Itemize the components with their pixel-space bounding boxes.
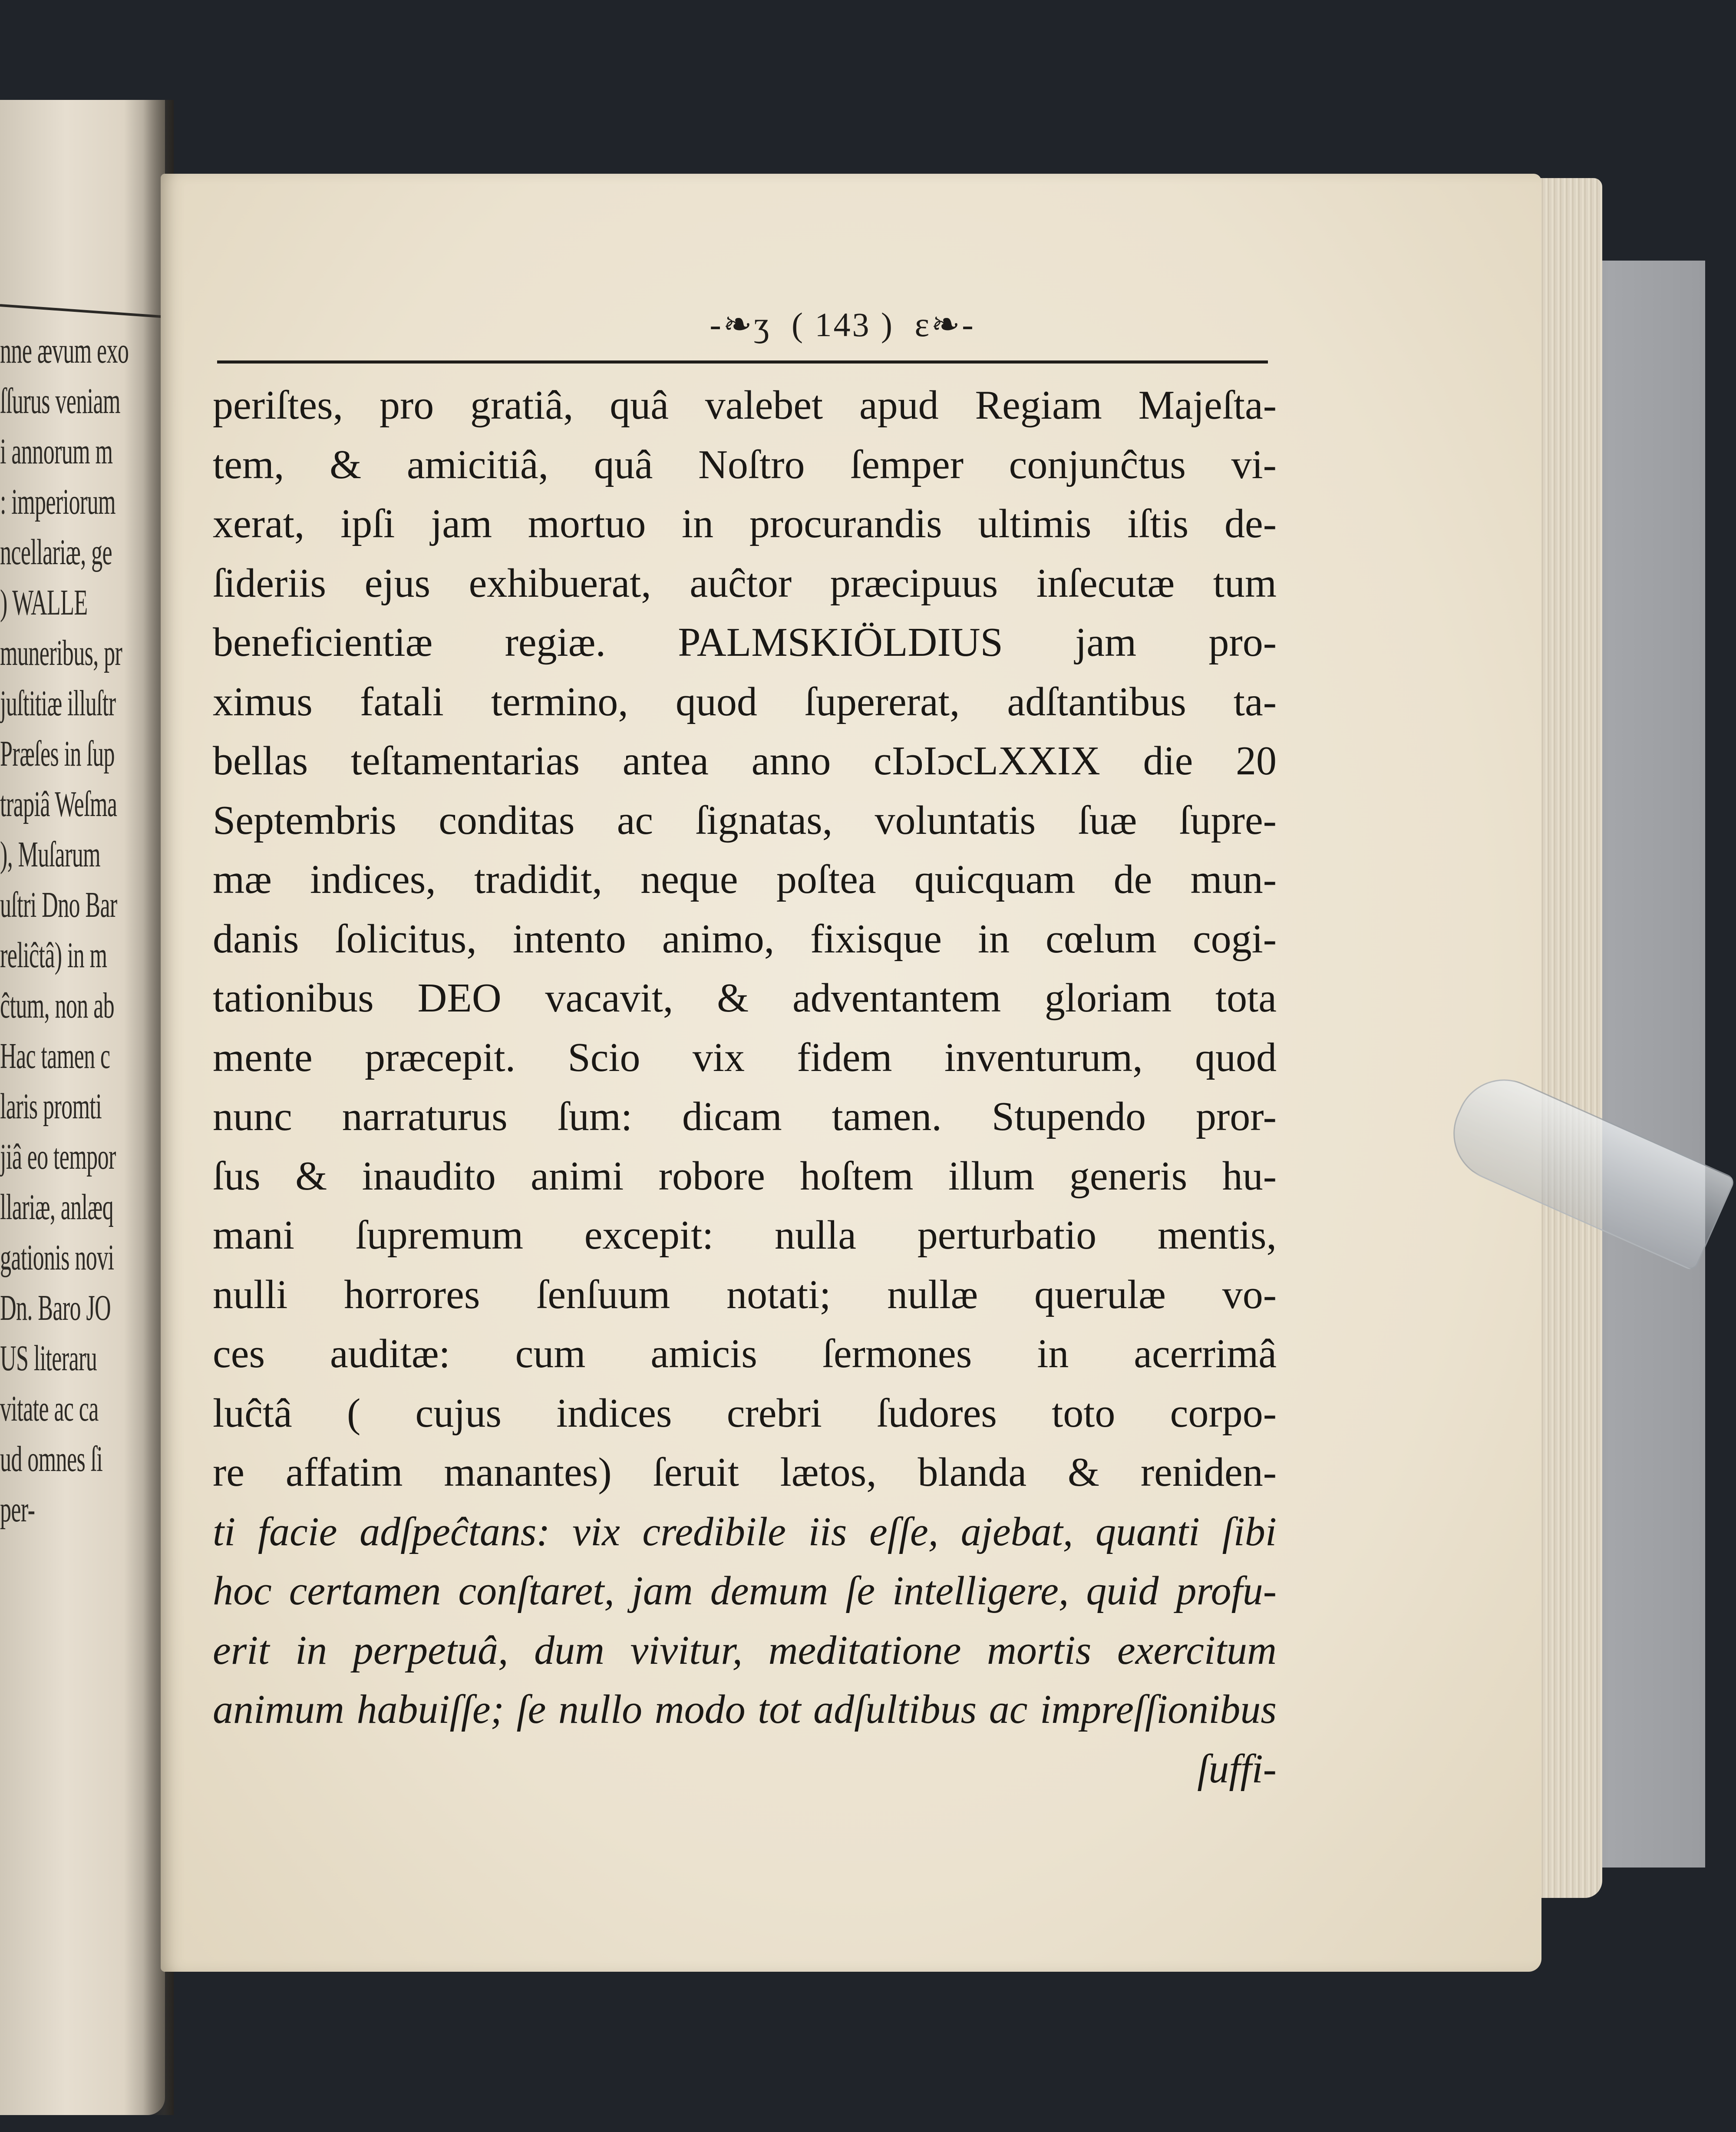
- text-line: periſtes, pro gratiâ, quâ valebet apud Regiam Majeſta-: [213, 383, 1277, 428]
- text-line: beneficientiæ regiæ. PALMSKIÖLDIUS jam pro-: [213, 620, 1277, 665]
- left-page-line: uſtri Dno Bar: [0, 885, 117, 925]
- left-page-line: muneribus, pr: [0, 633, 122, 673]
- left-page-line: ĉtum, non ab: [0, 985, 115, 1026]
- text-line: nulli horrores ſenſuum notati; nullæ querulæ vo-: [213, 1272, 1277, 1317]
- text-line: tationibus DEO vacavit, & adventantem gloriam tota: [213, 975, 1277, 1021]
- text-line: Septembris conditas ac ſignatas, voluntatis ſuæ ſupre-: [213, 797, 1277, 843]
- left-page-line: ) WALLE: [0, 582, 88, 623]
- left-page-line: vitate ac ca: [0, 1388, 99, 1429]
- left-page-line: laris promti: [0, 1086, 102, 1127]
- left-page-line: juſtitiæ illuſtr: [0, 683, 116, 724]
- left-page-text: [0, 326, 165, 1535]
- ornament-right-icon: ɛ❧-: [914, 306, 975, 344]
- left-facing-page: [0, 100, 165, 2115]
- left-page-line: ſſurus veniam: [0, 381, 120, 421]
- text-line: mente præcepit. Scio vix fidem inventurum, quod: [213, 1035, 1277, 1080]
- page-number: ( 143 ): [791, 306, 894, 344]
- text-line: ti facie adſpeĉtans: vix credibile iis eſſe, ajebat, quanti ſibi: [213, 1509, 1277, 1554]
- text-line: luĉtâ ( cujus indices crebri ſudores toto corpo-: [213, 1390, 1277, 1436]
- text-line: ces auditæ: cum amicis ſermones in acerrimâ: [213, 1331, 1277, 1376]
- text-line: re affatim manantes) ſeruit lætos, blanda & reniden-: [213, 1450, 1277, 1495]
- text-line: mæ indices, tradidit, neque poſtea quicquam de mun-: [213, 857, 1277, 902]
- ornament-left-icon: -❧ʒ: [710, 306, 771, 344]
- text-line: animum habuiſſe; ſe nullo modo tot adſultibus ac impreſſionibus: [213, 1687, 1277, 1732]
- running-head: [582, 304, 1103, 345]
- text-line: tem, & amicitiâ, quâ Noſtro ſemper conjunĉtus vi-: [213, 442, 1277, 487]
- text-line: mani ſupremum excepit: nulla perturbatio mentis,: [213, 1213, 1277, 1258]
- text-line: nunc narraturus ſum: dicam tamen. Stupendo pror-: [213, 1094, 1277, 1139]
- left-page-line: Hac tamen c: [0, 1036, 110, 1076]
- left-page-line: llariæ, anlæq: [0, 1187, 113, 1227]
- right-page: [161, 174, 1541, 1972]
- header-rule: [217, 360, 1268, 364]
- text-line: ſideriis ejus exhibuerat, auĉtor præcipuus inſecutæ tum: [213, 560, 1277, 606]
- left-page-line: gationis novi: [0, 1237, 114, 1278]
- left-page-line: : imperiorum: [0, 482, 116, 522]
- left-page-line: per-: [0, 1489, 35, 1530]
- left-page-line: Dn. Baro JO: [0, 1288, 111, 1328]
- text-line: danis ſolicitus, intento animo, fixisque in cœlum cogi-: [213, 916, 1277, 962]
- text-line: bellas teſtamentarias antea anno cIɔIɔcLXXIX die 20: [213, 738, 1277, 783]
- text-line: xerat, ipſi jam mortuo in procurandis ultimis iſtis de-: [213, 501, 1277, 546]
- text-line: erit in perpetuâ, dum vivitur, meditatione mortis exercitum: [213, 1627, 1277, 1673]
- text-line: ſus & inaudito animi robore hoſtem illum generis hu-: [213, 1153, 1277, 1199]
- left-page-line: reliĉtâ) in m: [0, 935, 107, 975]
- left-page-line: ud omnes ſi: [0, 1439, 103, 1479]
- text-line: ximus fatali termino, quod ſupererat, adſtantibus ta-: [213, 679, 1277, 724]
- left-page-line: Præſes in ſup: [0, 734, 115, 774]
- left-page-line: US literaru: [0, 1338, 97, 1378]
- text-line: hoc certamen conſtaret, jam demum ſe intelligere, quid profu-: [213, 1568, 1277, 1613]
- left-page-line: i annorum m: [0, 431, 113, 472]
- left-page-line: ), Muſarum: [0, 834, 101, 875]
- left-page-line: ncellariæ, ge: [0, 532, 112, 572]
- body-text: [213, 376, 1277, 1798]
- left-page-line: nne ævum exo: [0, 331, 129, 371]
- catchword: ſuffi-: [1197, 1746, 1277, 1792]
- left-page-line: trapiâ Weſma: [0, 784, 117, 824]
- left-page-line: jiâ eo tempor: [0, 1137, 116, 1177]
